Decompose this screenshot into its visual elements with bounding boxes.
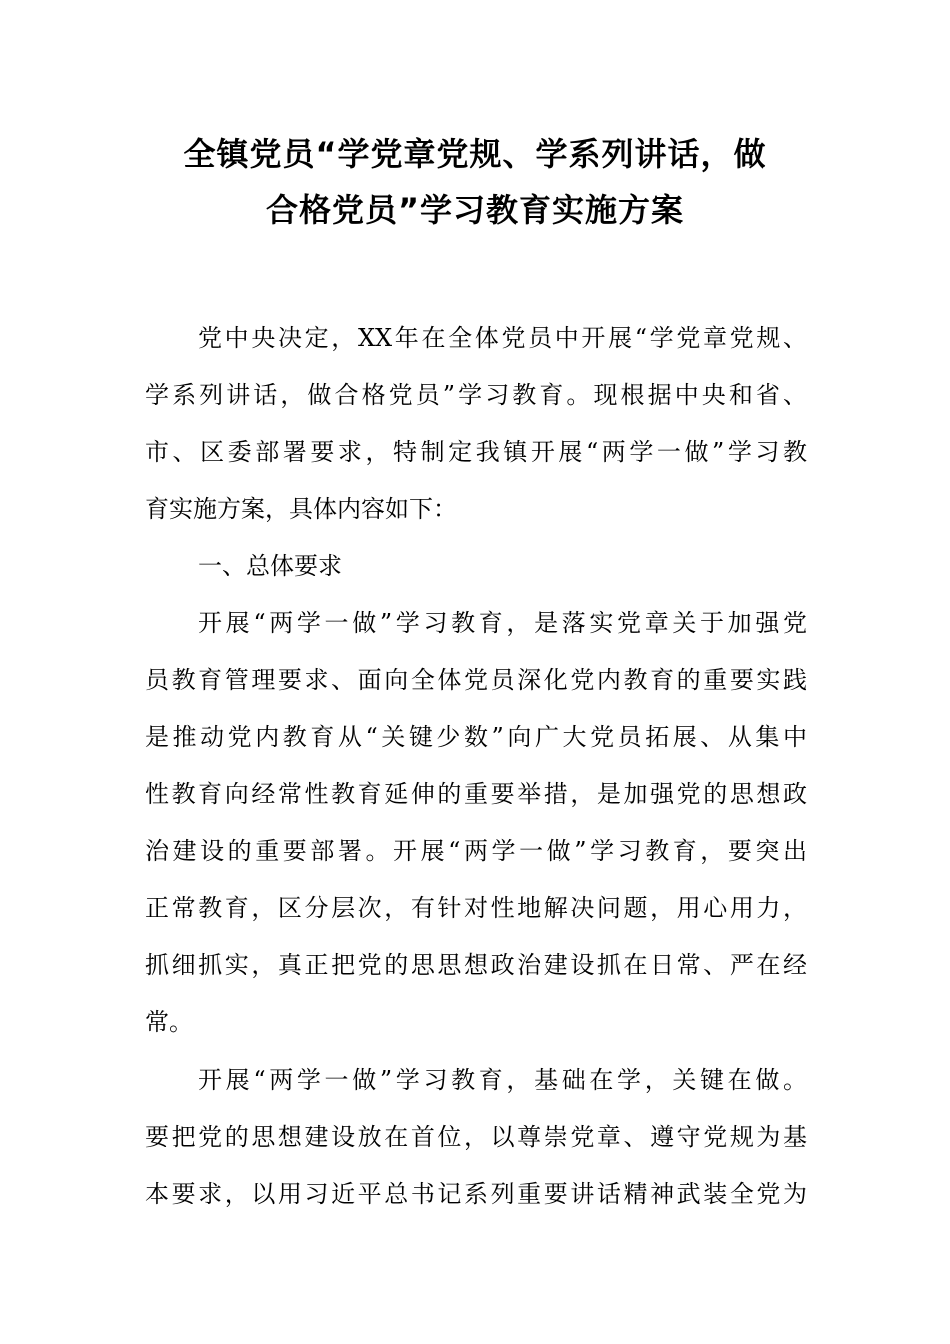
paragraph-2-line-2: 员教育管理要求、面向全体党员深化党内教育的重要实践 xyxy=(145,666,807,694)
paragraph-1-line-4: 育实施方案，具体内容如下： xyxy=(145,495,457,523)
paragraph-2-line-1: 开展“两学一做”学习教育，是落实党章关于加强党 xyxy=(198,609,807,637)
paragraph-3-line-1: 开展“两学一做”学习教育，基础在学，关键在做。 xyxy=(198,1066,807,1094)
document-title-line-1: 全镇党员“学党章党规、学系列讲话，做 xyxy=(183,135,767,173)
paragraph-3-line-2: 要把党的思想建设放在首位，以尊崇党章、遵守党规为基 xyxy=(145,1123,807,1151)
paragraph-2-line-3: 是推动党内教育从“关键少数”向广大党员拓展、从集中 xyxy=(145,723,807,751)
document-title-line-2: 合格党员”学习教育实施方案 xyxy=(265,191,685,229)
paragraph-1-line-1: 党中央决定，XX年在全体党员中开展“学党章党规、 xyxy=(198,324,807,352)
paragraph-2-line-7: 抓细抓实，真正把党的思思想政治建设抓在日常、严在经 xyxy=(145,951,807,979)
paragraph-2-line-5: 治建设的重要部署。开展“两学一做”学习教育，要突出 xyxy=(145,837,807,865)
paragraph-3-line-3: 本要求，以用习近平总书记系列重要讲话精神武装全党为 xyxy=(145,1180,807,1208)
paragraph-1-line-3: 市、区委部署要求，特制定我镇开展“两学一做”学习教 xyxy=(145,438,807,466)
paragraph-2-line-4: 性教育向经常性教育延伸的重要举措，是加强党的思想政 xyxy=(145,780,807,808)
paragraph-2-line-6: 正常教育，区分层次，有针对性地解决问题，用心用力， xyxy=(145,894,807,922)
paragraph-1-line-2: 学系列讲话，做合格党员”学习教育。现根据中央和省、 xyxy=(145,381,807,409)
section-heading-1: 一、总体要求 xyxy=(198,552,342,580)
paragraph-2-line-8: 常。 xyxy=(145,1008,193,1036)
